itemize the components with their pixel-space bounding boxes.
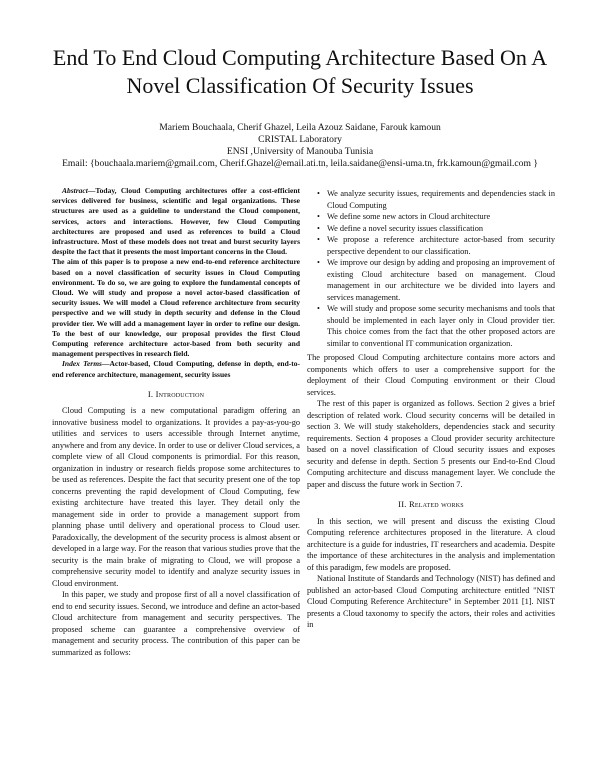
index-terms-text: —Actor-based, Cloud Computing, defense in depth, end-to-end reference architecture, management, security issues	[52, 359, 300, 379]
section-title: Related works	[409, 499, 464, 509]
list-item: • We will study and propose some security mechanisms and tools that should be implemented in each layer only in Cloud provider tier. This choice comes from the fact that the other proposed actors are similar to conventional IT communication organization.	[327, 303, 555, 349]
section-heading-related-works	[307, 499, 555, 511]
abstract-lead: Abstract—	[62, 186, 96, 195]
author-names: Mariem Bouchaala, Cherif Ghazel, Leila Azouz Saidane, Farouk kamoun	[159, 122, 441, 133]
list-item: • We analyze security issues, requirements and dependencies stack in Cloud Computing	[327, 188, 555, 211]
left-column	[52, 186, 300, 658]
list-item: • We propose a reference architecture actor-based from security perspective dependent to our classification.	[327, 234, 555, 257]
abstract-aim-paragraph: The aim of this paper is to propose a new end-to-end reference architecture based on a novel classification of security issues in Cloud Computing environment. To do so, we are going to explore the fundamental concepts of Cloud. We will study and propose a novel actor-based classification of security issues. We will model a Cloud reference architecture from security perspective and we will study in depth security and defense in the Cloud provider tier. We will add a management layer in order to refine our design. To the best of our knowledge, our proposal provides the first Cloud Computing reference architecture actor-based from both security and management perspectives in research field.	[52, 257, 300, 359]
paper-title: End To End Cloud Computing Architecture Based On A Novel Classification Of Security Issues	[52, 45, 548, 98]
section-title: Introduction	[155, 388, 205, 399]
author-block	[40, 122, 560, 170]
list-item: • We improve our design by adding and proposing an improvement of existing Cloud architecture based on management. Cloud management in our architecture we be divided into layers and services management.	[327, 257, 555, 303]
abstract-paragraph	[52, 186, 300, 257]
intro-paragraph-3: The proposed Cloud Computing architecture contains more actors and components which offers to user a comprehensive support for the deployment of their Cloud Computing environment or their Cloud services.	[307, 353, 555, 397]
contribution-list	[307, 188, 555, 349]
index-terms	[52, 359, 300, 379]
related-paragraph-2: National Institute of Standards and Technology (NIST) has defined and published an actor-based Cloud Computing architecture entitled "NIST Cloud Computing Reference Architecture" in September 2011 [1]. NIST presents a Cloud taxonomy to specify the actors, their roles and activities in	[307, 574, 555, 629]
lab-name: CRISTAL Laboratory	[258, 134, 342, 145]
intro-paragraph-2: In this paper, we study and propose first of all a novel classification of end to end security issues. Second, we introduce and define an actor-based Cloud architecture from management and security perspectives. The proposed scheme can guarantee a comprehensive overview of management and security process. The contribution of this paper can be summarized as follows:	[52, 590, 300, 657]
section-heading-introduction	[52, 389, 300, 401]
email-line: Email: {bouchaala.mariem@gmail.com, Cherif.Ghazel@email.ati.tn, leila.saidane@ensi-uma.tn, frk.kamoun@gmail.com }	[62, 158, 538, 169]
related-paragraph-1: In this section, we will present and discuss the existing Cloud Computing reference architectures proposed in the literature. A cloud architecture is a guide for industries, IT researchers and academia. Despite the importance of these architectures in the analysis and implementation of this paradigm, few models are proposed.	[307, 516, 555, 572]
index-terms-lead: Index Terms	[62, 359, 102, 369]
right-column	[307, 186, 555, 631]
intro-paragraph-4: The rest of this paper is organized as follows. Section 2 gives a brief description of related work. Cloud security concerns will be detailed in section 3. We will study stakeholders, dependencies stack and security requirements. Section 4 proposes a Cloud provider security architecture based on a novel classification of Cloud security issues and exposes security and defense in depth. Section 5 presents our End-to-End Cloud Computing architecture and discuss management layer. We conclude the paper and discuss the future work in Section 7.	[307, 399, 555, 489]
abstract-text-1: Today, Cloud Computing architectures offer a cost-efficient services delivered for business, scientific and legal organizations. These structures are used as a guideline to understand the Cloud component, services, actors and interactions. However, few Cloud Computing architectures are proposed and used as references to build a Cloud infrastructure. Most of these models does not treat and burst security layers despite the fact that it presents the most important concerns in the Cloud.	[52, 186, 300, 257]
intro-paragraph-1: Cloud Computing is a new computational paradigm offering an innovative business model to organizations. It provides a pay-as-you-go utilities and services to users accessible through Internet anytime, anywhere and from any device. In order to use or deliver Cloud services, a complete view of all Cloud components is primordial. For this reason, organization in industry or research fields propose some architectures to be used as references. Despite the fact that security present one of the top concerns preventing the rapid development of Cloud Computing, few existing architecture have treated this layer. They detail only the management side in order to provide a management support from planning phase until delivery and operational process to Cloud user. Paradoxically, the development of the security process is almost absent or developed in a large way. For the reason that various studies prove that the security is the main brake of migrating to Cloud, we will propose a comprehensive security model to identify and analyze security issues in Cloud environment.	[52, 406, 300, 588]
list-item: • We define a novel security issues classification	[327, 223, 555, 235]
section-number: II.	[398, 499, 409, 509]
affiliation: ENSI ,University of Manouba Tunisia	[226, 146, 374, 157]
section-number: I.	[147, 388, 156, 399]
list-item: • We define some new actors in Cloud architecture	[327, 211, 555, 223]
